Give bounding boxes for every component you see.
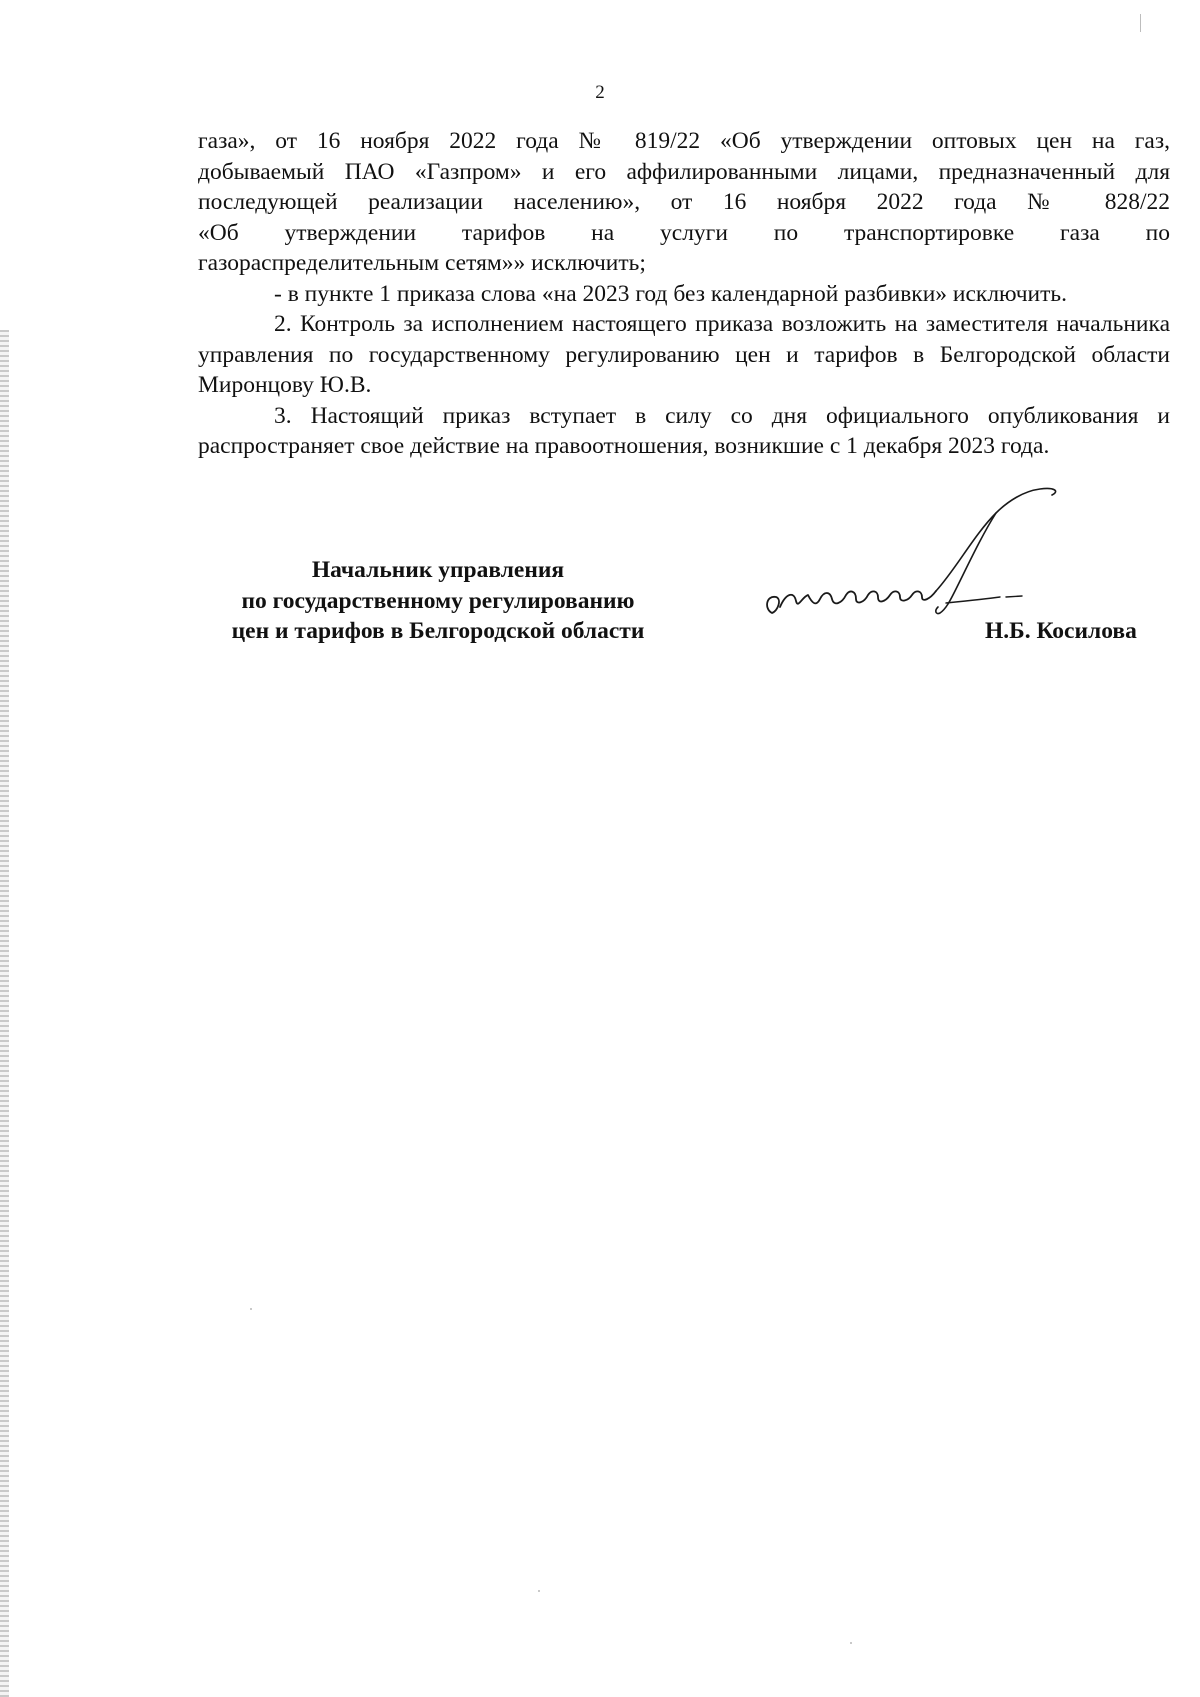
handwritten-signature [760, 485, 1090, 635]
scan-speck [538, 1590, 540, 1592]
signatory-position [198, 555, 678, 647]
body-line-3: последующей реализации населению», от 16 ноября 2022 года № 828/22 [198, 189, 1170, 215]
signatory-name: Н.Б. Косилова [985, 618, 1137, 644]
control-paragraph: 2. Контроль за исполнением настоящего приказа возложить на заместителя начальника управления по государственному регулированию цен и тарифов в Белгородской области Миронцову Ю.В. [198, 311, 1170, 398]
body-line-1: газа», от 16 ноября 2022 года № 819/22 «Об утверждении оптовых цен на газ, [198, 128, 1170, 154]
body-line-4: «Об утверждении тарифов на услуги по транспортировке газа по [198, 219, 1170, 246]
signatory-position-line-2: по государственному регулированию [241, 587, 635, 614]
signatory-position-line-1: Начальник управления [311, 557, 565, 583]
signatory-position-line-3: цен и тарифов в Белгородской области [231, 618, 645, 644]
body-line-5: газораспределительным сетям»» исключить; [198, 250, 646, 276]
document-body [198, 126, 1170, 462]
body-line-2: добываемый ПАО «Газпром» и его аффилированными лицами, предназначенный для [198, 158, 1170, 185]
scan-speck [250, 1308, 252, 1310]
amendment-item-paragraph: - в пункте 1 приказа слова «на 2023 год без календарной разбивки» исключить. [274, 280, 1067, 307]
scan-edge-artifact [0, 330, 9, 1697]
scan-corner-mark [1140, 14, 1147, 32]
scan-speck [850, 1642, 852, 1644]
effective-date-paragraph: 3. Настоящий приказ вступает в силу со дня официального опубликования и распространяет свое действие на правоотношения, возникшие с 1 декабря 2023 года. [198, 402, 1170, 459]
page-number: 2 [595, 82, 605, 103]
